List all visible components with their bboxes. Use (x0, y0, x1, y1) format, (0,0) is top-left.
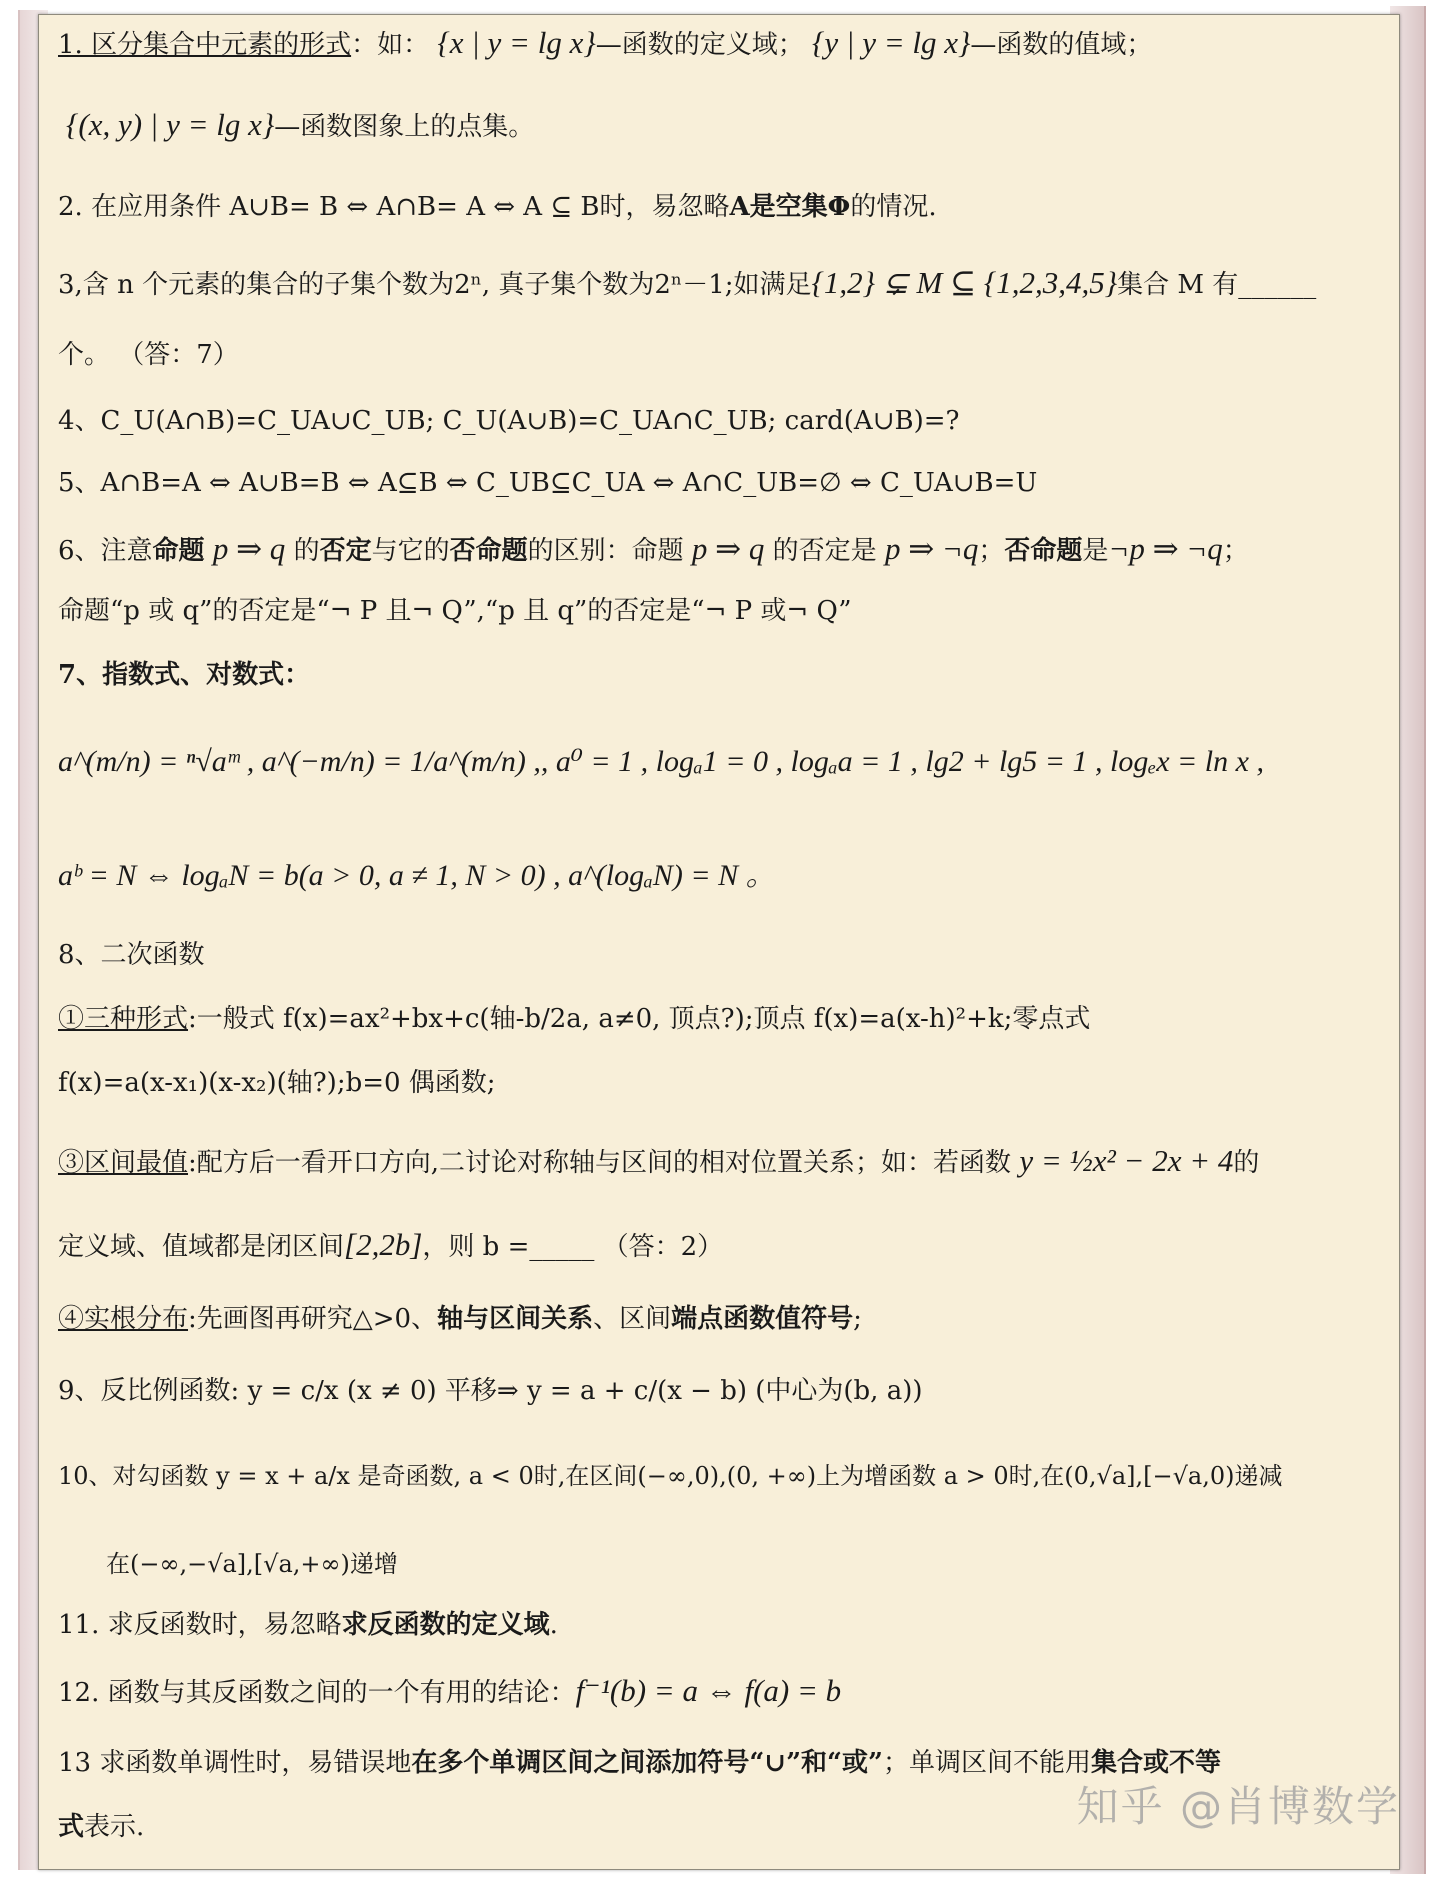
text: 表示. (84, 1812, 145, 1842)
item-10-b (106, 1550, 1390, 1579)
item-5 (58, 468, 1390, 499)
formula: aᵇ = N ⇔ logₐN = b(a > 0, a ≠ 1, N > 0) , a^(logₐN) = N 。 (58, 859, 776, 892)
text: 5、A∩B=A ⇔ A∪B=B ⇔ A⊆B ⇔ C_UB⊆C_UA ⇔ A∩C_UB=∅ ⇔ C_UA∪B=U (58, 468, 1038, 498)
text: 的否定是 (772, 536, 877, 566)
text: 是 (1082, 536, 1109, 566)
item-8-interval-b (58, 1226, 1390, 1263)
emphasis: 轴与区间关系 (437, 1304, 594, 1334)
text: 的区别：命题 (527, 536, 684, 566)
text: 9、反比例函数: y = c/x (x ≠ 0) 平移⇒ y = a + c/(x − b) (中心为(b, a)) (58, 1376, 923, 1406)
text: 11. 求反函数时，易忽略 (58, 1610, 342, 1640)
formula: {1,2} ⊊ M ⊆ {1,2,3,4,5} (811, 265, 1118, 300)
subheading: ③区间最值 (58, 1148, 189, 1178)
emphasis: 在多个单调区间之间添加符号“∪”和“或” (411, 1748, 883, 1778)
item-12 (58, 1672, 1390, 1709)
text: :先画图再研究△>0、 (188, 1304, 438, 1334)
text: ； (978, 536, 1005, 566)
text: 的情况. (850, 192, 937, 222)
text: 10、对勾函数 y = x + a/x 是奇函数, a < 0时,在区间(−∞,0),(0, +∞)上为增函数 a > 0时,在(0,√a],[−√a,0)递减 (58, 1462, 1283, 1490)
emphasis: 端点函数值符号 (671, 1304, 854, 1334)
emphasis: 式 (58, 1812, 85, 1842)
text: —函数的值域； (970, 30, 1153, 60)
watermark: 知乎 @肖博数学 (1076, 1782, 1400, 1831)
emphasis: 否命题 (449, 536, 528, 566)
formula: {(x, y) | y = lg x} (66, 107, 275, 142)
item-6 (58, 530, 1390, 567)
text: 在(−∞,−√a],[√a,+∞)递增 (106, 1550, 398, 1578)
text: ; (853, 1304, 862, 1334)
formula: ¬p ⇒ ¬q (1108, 531, 1223, 566)
emphasis: 否定 (319, 536, 372, 566)
item-3-answer (58, 340, 1390, 371)
subheading: ④实根分布 (58, 1304, 189, 1334)
text: 命题“p 或 q”的否定是“¬ P 且¬ Q”,“p 且 q”的否定是“¬ P 或¬ Q” (58, 596, 852, 626)
text: 个。 （答：7） (58, 340, 239, 370)
text: 集合 M 有______ (1117, 270, 1317, 300)
formula: {y | y = lg x} (812, 25, 971, 60)
text: :配方后一看开口方向,二讨论对称轴与区间的相对位置关系；如：若函数 (188, 1148, 1012, 1178)
item-8-interval (58, 1142, 1390, 1179)
item-7-formulas-b (58, 858, 1390, 894)
text: 定义域、值域都是闭区间 (58, 1232, 345, 1262)
text: f(x)=a(x-x₁)(x-x₂)(轴?);b=0 偶函数; (58, 1068, 496, 1098)
text: ，则 b =_____ （答：2） (422, 1232, 724, 1262)
formula: p ⇒ q (691, 531, 765, 566)
emphasis: 求反函数的定义域 (341, 1610, 550, 1640)
item-6-line-b (58, 596, 1390, 627)
formula: p ⇒ q (212, 531, 286, 566)
text: 4、C_U(A∩B)=C_UA∪C_UB; C_U(A∪B)=C_UA∩C_UB; card(A∪B)=? (58, 406, 960, 436)
formula: y = ½x² − 2x + 4 (1019, 1143, 1234, 1178)
item-8-roots (58, 1304, 1390, 1335)
text: —函数的定义域； (595, 30, 804, 60)
item-10 (58, 1462, 1390, 1491)
subheading: ①三种形式 (58, 1004, 189, 1034)
item-11 (58, 1610, 1390, 1641)
item-8-forms (58, 1004, 1390, 1035)
text: 、区间 (593, 1304, 672, 1334)
text: 6、注意 (58, 536, 153, 566)
formula: {x | y = lg x} (437, 25, 596, 60)
emphasis: 集合或不等 (1090, 1748, 1221, 1778)
text: :一般式 f(x)=ax²+bx+c(轴-b/2a, a≠0, 顶点?);顶点 f(x)=a(x-h)²+k;零点式 (188, 1004, 1091, 1034)
text: —函数图象上的点集。 (274, 112, 535, 142)
item-2 (58, 192, 1390, 223)
formula: a^(m/n) = ⁿ√aᵐ , a^(−m/n) = 1/a^(m/n) ,, a⁰ = 1 , logₐ1 = 0 , logₐa = 1 , lg2 + lg5 = 1 , logₑx = ln x , (58, 745, 1264, 778)
text: ：如： (351, 30, 430, 60)
emphasis: 命题 (152, 536, 205, 566)
item-8-forms-b (58, 1068, 1390, 1099)
item-7-heading (58, 660, 1390, 691)
text: 8、二次函数 (58, 940, 205, 970)
text: ；单调区间不能用 (882, 1748, 1091, 1778)
formula: f⁻¹(b) = a ⇔ f(a) = b (575, 1673, 842, 1708)
item-9 (58, 1376, 1390, 1407)
text: 2. 在应用条件 A∪B= B ⇔ A∩B= A ⇔ A ⊆ B时，易忽略 (58, 192, 730, 222)
text: ； (1222, 536, 1249, 566)
formula: p ⇒ ¬q (884, 531, 979, 566)
text: 的 (1233, 1148, 1260, 1178)
item-3 (58, 264, 1390, 301)
item-8-heading (58, 940, 1390, 971)
text: 与它的 (371, 536, 450, 566)
emphasis: A是空集Φ (729, 192, 851, 222)
formula: [2,2b] (344, 1227, 423, 1262)
text: 3,含 n 个元素的集合的子集个数为2ⁿ, 真子集个数为2ⁿ－1;如满足 (58, 270, 812, 300)
item-1-heading: 1. 区分集合中元素的形式 (58, 30, 352, 60)
item-4 (58, 406, 1390, 437)
text: 的 (293, 536, 320, 566)
text: . (549, 1610, 558, 1640)
text: 7、指数式、对数式： (58, 660, 311, 690)
text: 12. 函数与其反函数之间的一个有用的结论： (58, 1678, 576, 1708)
text: 13 求函数单调性时，易错误地 (58, 1748, 412, 1778)
item-7-formulas-a (58, 744, 1390, 780)
emphasis: 否命题 (1004, 536, 1083, 566)
item-1-line-a (58, 24, 1390, 61)
item-1-line-b (66, 106, 1390, 143)
